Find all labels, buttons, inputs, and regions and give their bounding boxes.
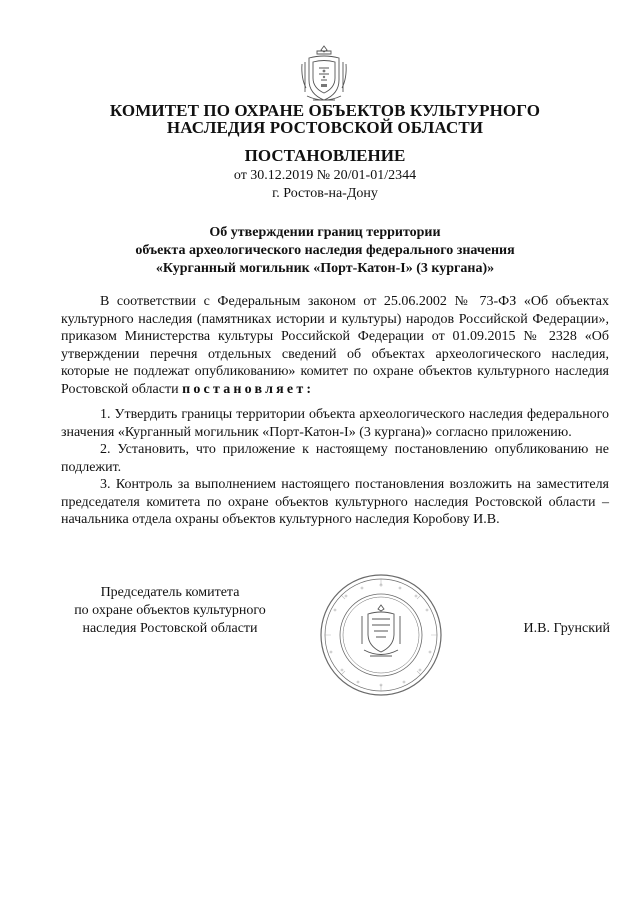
coat-of-arms-icon (299, 44, 349, 106)
subject-line3: «Курганный могильник «Порт-Катон-I» (3 кургана)» (155, 261, 495, 276)
signatory-position (60, 584, 280, 638)
subject-line1: Об утверждении границ территории (209, 225, 441, 240)
resolution-item-3: 3. Контроль за выполнением настоящего постановления возложить на заместителя председателя комитета по охране объектов культурного наследия Ростовской области – начальника отдела охраны объектов культурного наследия Коробову И.В. (61, 477, 609, 527)
organization-name-line2: НАСЛЕДИЯ РОСТОВСКОЙ ОБЛАСТИ (166, 118, 484, 137)
intro-paragraph (61, 293, 609, 398)
decree-word: постановляет: (182, 381, 315, 397)
resolution-item-2: 2. Установить, что приложение к настоящему постановлению опубликованию не подлежит. (61, 442, 609, 475)
document-city: г. Ростов-на-Дону (272, 186, 378, 201)
document-type-title: ПОСТАНОВЛЕНИЕ (244, 146, 406, 165)
official-seal-icon (318, 572, 444, 698)
resolution-item-1: 1. Утвердить границы территории объекта археологического наследия федерального значения «Курганный могильник «Порт-Катон-I» (3 кургана)» согласно приложению. (61, 407, 609, 440)
signatory-position-line3: наследия Ростовской области (82, 621, 258, 636)
signatory-position-line2: по охране объектов культурного (74, 603, 266, 618)
signatory-name: И.В. Грунский (523, 621, 610, 636)
document-date-number: от 30.12.2019 № 20/01-01/2344 (233, 168, 417, 183)
subject-line2: объекта археологического наследия федерального значения (135, 243, 515, 258)
organization-name-line1: КОМИТЕТ ПО ОХРАНЕ ОБЪЕКТОВ КУЛЬТУРНОГО (109, 101, 541, 120)
signatory-position-line1: Председатель комитета (100, 585, 240, 600)
intro-text: В соответствии с Федеральным законом от 25.06.2002 № 73-ФЗ «Об объектах культурного наследия (памятниках истории и культуры) народов Российской Федерации», приказом Министерства культуры Российской Федерации от 01.09.2015 № 2328 «Об утверждении перечня отдельных сведений об объектах археологического наследия, которые не подлежат опубликованию» комитет по охране объектов культурного наследия Ростовской области (61, 294, 609, 397)
resolution-items (61, 406, 609, 529)
